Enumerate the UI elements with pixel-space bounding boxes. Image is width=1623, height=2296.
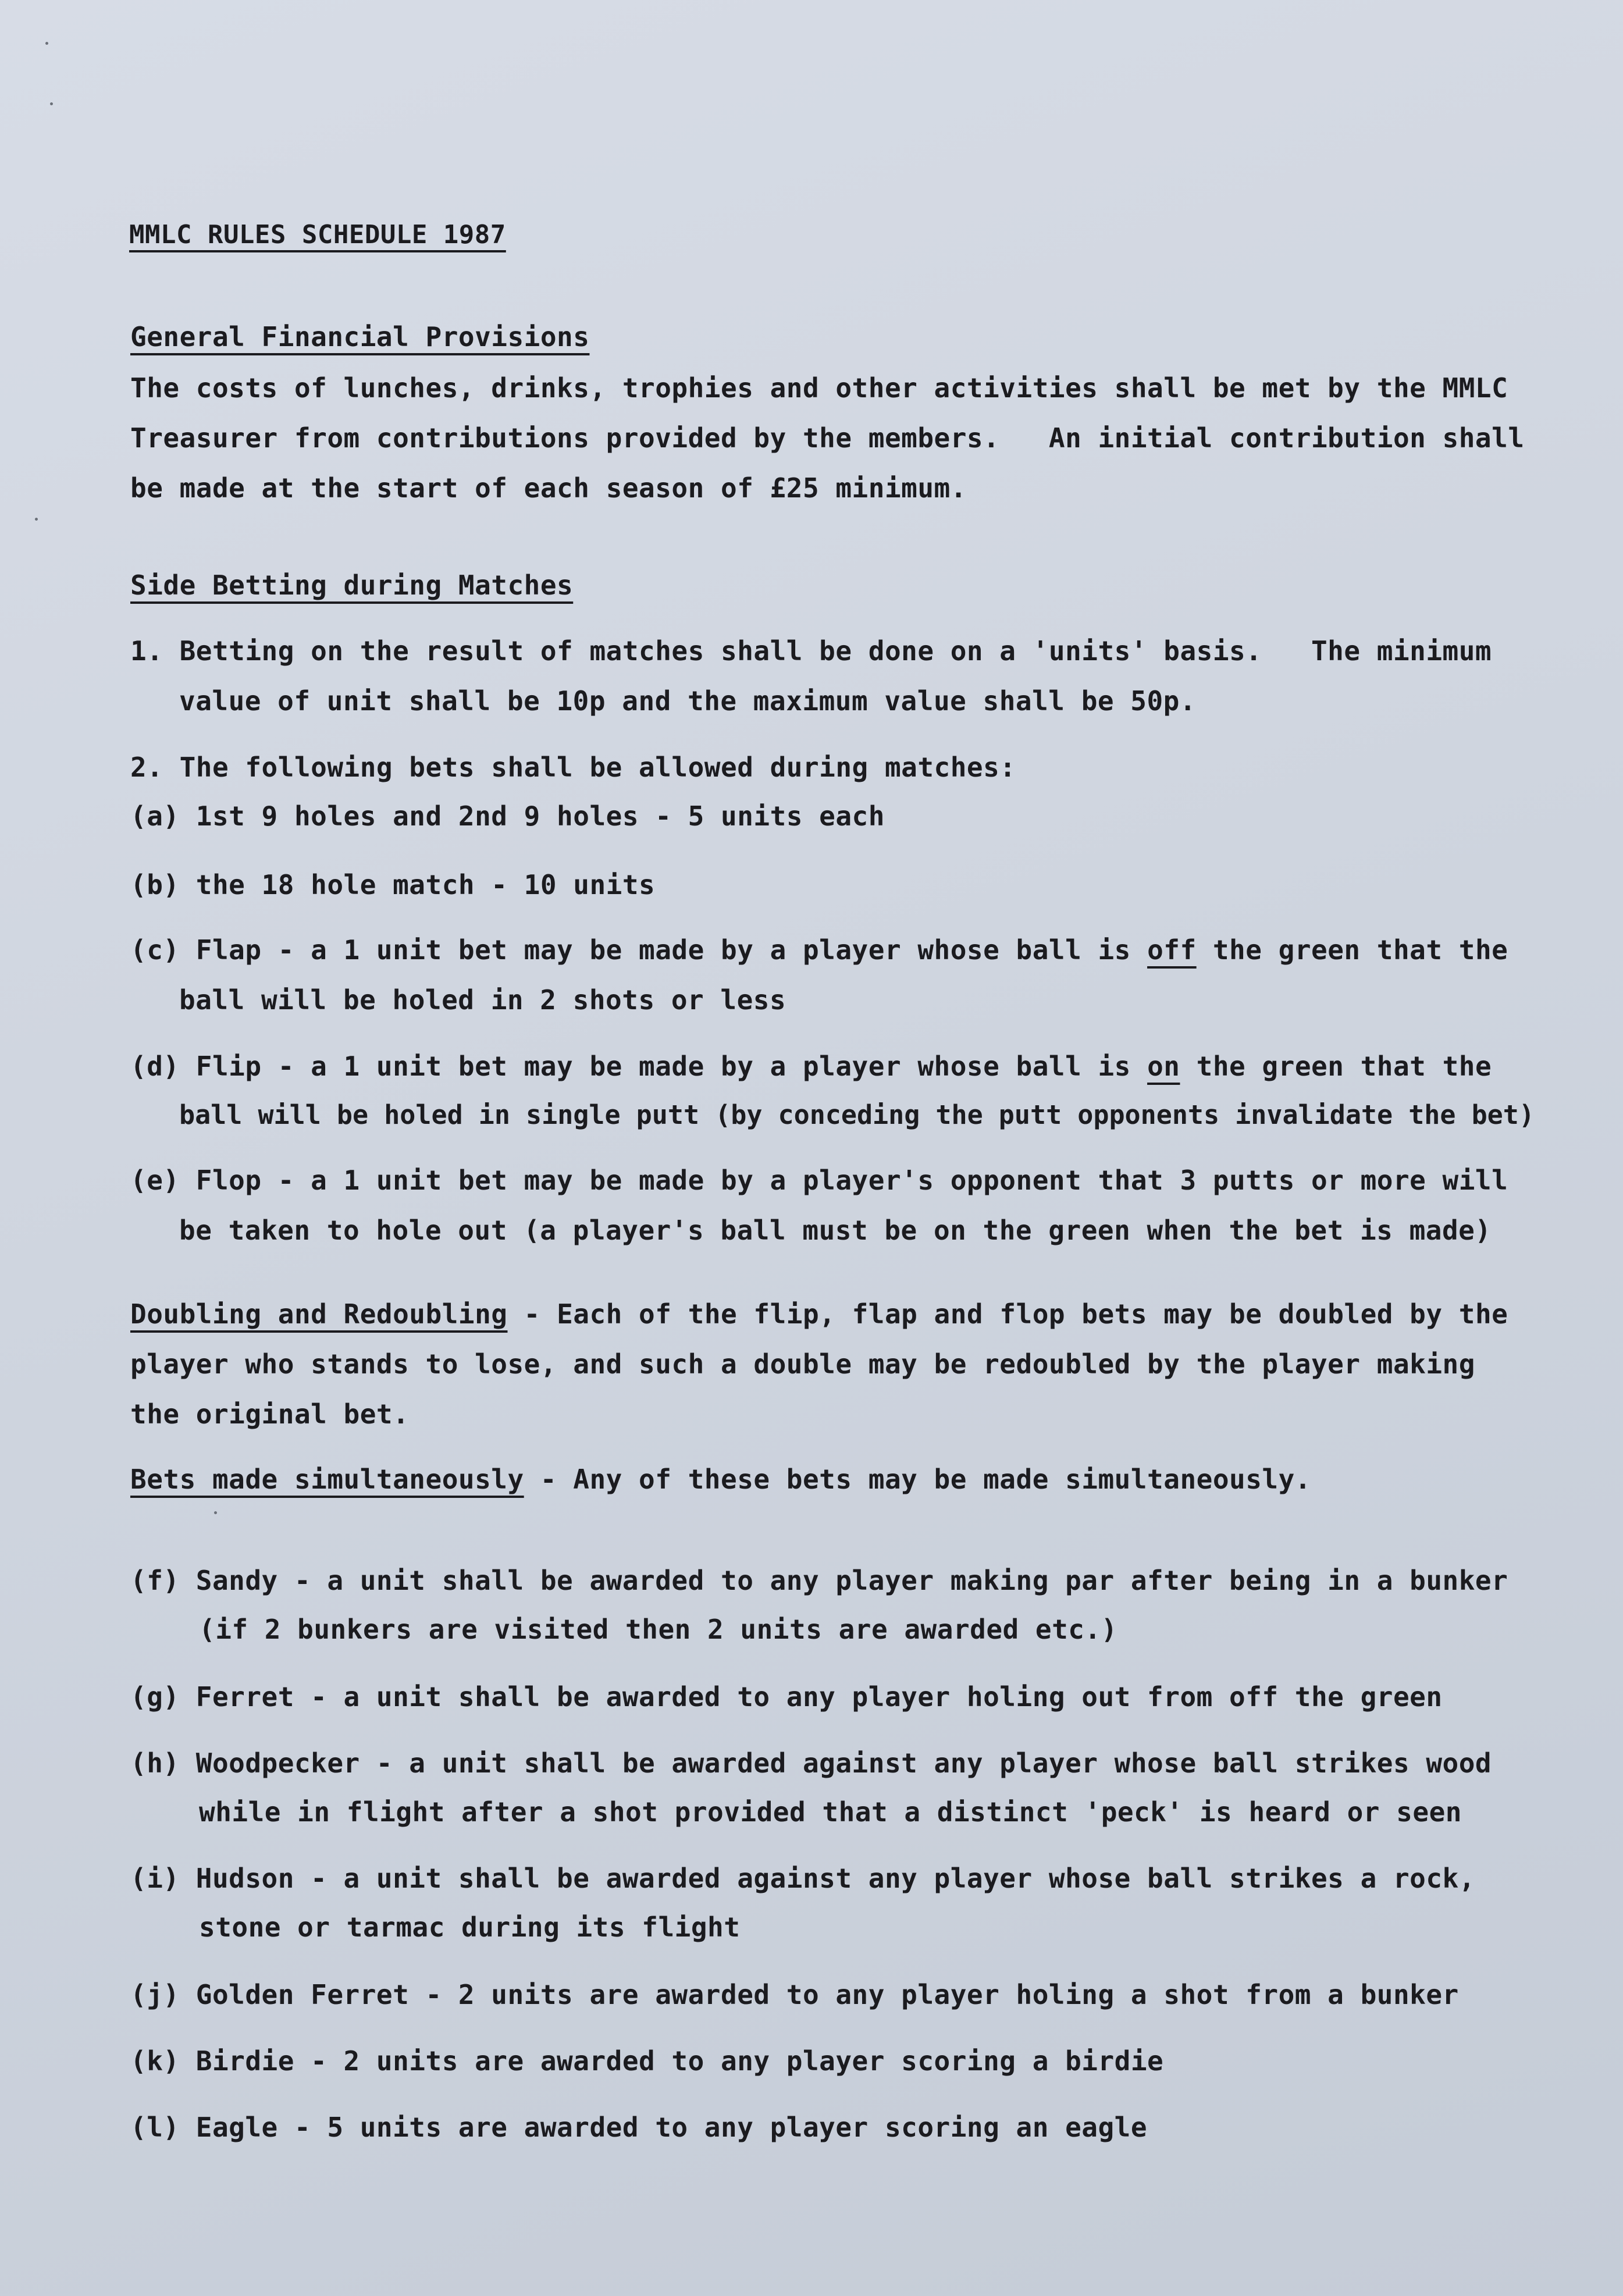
bet-item-d-text: (d) Flip - a 1 unit bet may be made by a player whose ball is [130, 1051, 1148, 1082]
award-item-f-line-1: (f) Sandy - a unit shall be awarded to any player making par after being in a bunker [130, 1565, 1508, 1596]
bet-item-d-emphasis: on [1147, 1051, 1180, 1082]
bet-item-d-line-2: ball will be holed in single putt (by conceding the putt opponents invalidate the bet) [179, 1099, 1535, 1130]
section-heading-general: General Financial Provisions [130, 321, 590, 353]
section-heading-doubling: Doubling and Redoubling [130, 1298, 508, 1330]
bet-item-c-text: (c) Flap - a 1 unit bet may be made by a player whose ball is [130, 934, 1148, 966]
award-item-i-line-2: stone or tarmac during its flight [199, 1911, 741, 1943]
award-item-h-line-2: while in flight after a shot provided that a distinct 'peck' is heard or seen [199, 1796, 1462, 1828]
simultaneous-text: - Any of these bets may be made simultaneously. [524, 1464, 1311, 1495]
bet-item-e-line-2: be taken to hole out (a player's ball must be on the green when the bet is made) [179, 1215, 1492, 1246]
award-item-h-line-1: (h) Woodpecker - a unit shall be awarded against any player whose ball strikes wood [130, 1747, 1492, 1779]
doubling-line-1 [130, 1298, 1508, 1330]
award-item-j: (j) Golden Ferret - 2 units are awarded to any player holing a shot from a bunker [130, 1979, 1459, 2010]
general-line-3: be made at the start of each season of £25 minimum. [130, 472, 967, 504]
simultaneous-line [130, 1466, 1311, 1493]
bet-item-c-emphasis: off [1147, 934, 1197, 966]
rule-1-line-1: 1. Betting on the result of matches shall be done on a 'units' basis. The minimum [130, 635, 1492, 667]
rule-1-line-2: value of unit shall be 10p and the maximum value shall be 50p. [179, 685, 1197, 717]
document-title: MMLC RULES SCHEDULE 1987 [129, 220, 506, 250]
award-item-i-line-1: (i) Hudson - a unit shall be awarded against any player whose ball strikes a rock, [130, 1863, 1475, 1894]
bet-item-d-line-1 [130, 1053, 1492, 1080]
rule-2: 2. The following bets shall be allowed during matches: [130, 752, 1016, 783]
award-item-f-line-2: (if 2 bunkers are visited then 2 units are awarded etc.) [199, 1614, 1117, 1645]
bet-item-b: (b) the 18 hole match - 10 units [130, 869, 656, 900]
doubling-line-3: the original bet. [130, 1398, 410, 1430]
bet-item-c-line-1 [130, 934, 1508, 966]
bet-item-c-line-2: ball will be holed in 2 shots or less [179, 984, 786, 1016]
doubling-line-2: player who stands to lose, and such a double may be redoubled by the player making [130, 1348, 1475, 1380]
award-item-l: (l) Eagle - 5 units are awarded to any player scoring an eagle [130, 2112, 1148, 2143]
section-heading-simultaneous: Bets made simultaneously [130, 1464, 524, 1495]
bet-item-d-text-end: the green that the [1180, 1051, 1492, 1082]
award-item-k: (k) Birdie - 2 units are awarded to any player scoring a birdie [130, 2045, 1164, 2077]
bet-item-e-line-1: (e) Flop - a 1 unit bet may be made by a player's opponent that 3 putts or more will [130, 1165, 1508, 1196]
section-heading-side-betting: Side Betting during Matches [130, 569, 574, 601]
award-item-g: (g) Ferret - a unit shall be awarded to any player holing out from off the green [130, 1681, 1443, 1713]
doubling-text: - Each of the flip, flap and flop bets may be doubled by the [507, 1298, 1508, 1330]
general-line-2: Treasurer from contributions provided by the members. An initial contribution shall [130, 422, 1525, 454]
bet-item-a: (a) 1st 9 holes and 2nd 9 holes - 5 units each [130, 800, 885, 832]
general-line-1: The costs of lunches, drinks, trophies and other activities shall be met by the MMLC [130, 372, 1508, 404]
bet-item-c-text-end: the green that the [1196, 934, 1508, 966]
